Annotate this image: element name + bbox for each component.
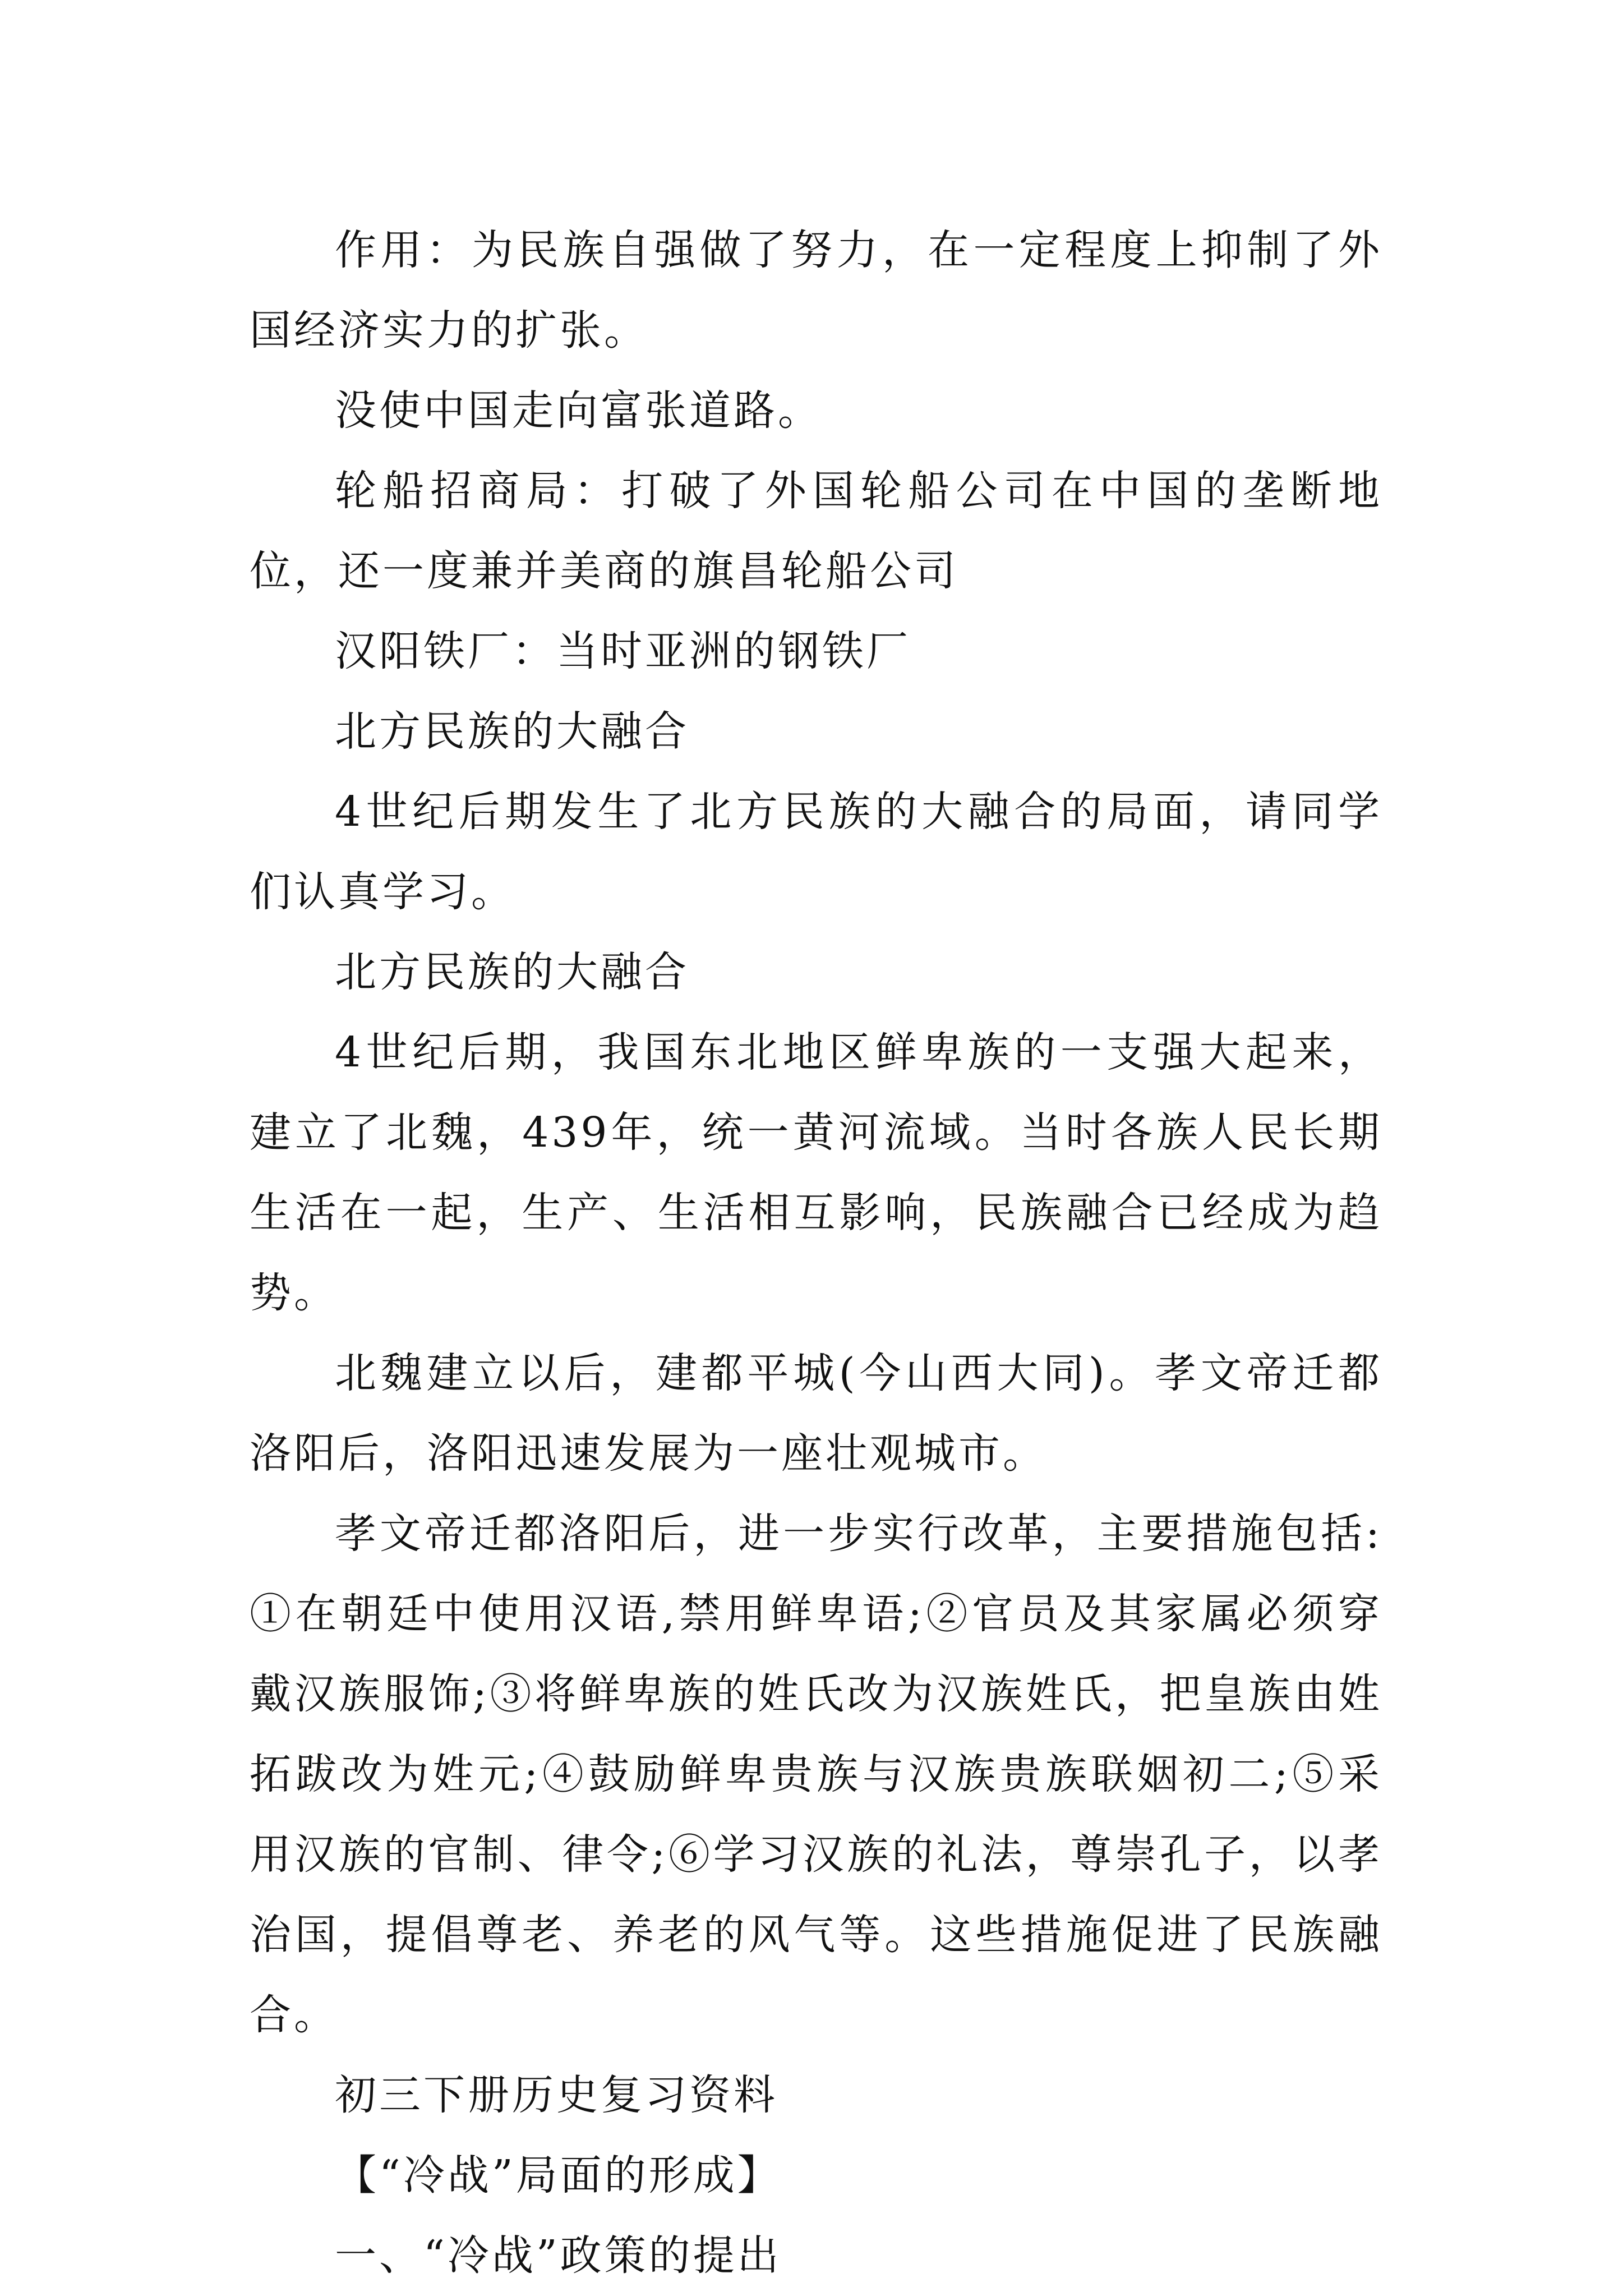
document-page — [250, 210, 1382, 2296]
heading-northern-fusion-2: 北方民族的大融合 — [335, 948, 689, 996]
heading-cold-war: 【“冷战”局面的形成】 — [335, 2151, 782, 2200]
heading-review-material: 初三下册历史复习资料 — [335, 2071, 778, 2119]
paragraph-merchants-steam: 轮船招商局：打破了外国轮船公司在中国的垄断地位，还一度兼并美商的旗昌轮船公司 — [250, 467, 1382, 595]
heading-cold-war-policy: 一、“冷战”政策的提出 — [335, 2231, 782, 2280]
paragraph-capital-luoyang: 北魏建立以后，建都平城(今山西大同)。孝文帝迁都洛阳后，洛阳迅速发展为一座壮观城市。 — [250, 1349, 1382, 1478]
paragraph-4th-century-intro: 4世纪后期发生了北方民族的大融合的局面，请同学们认真学习。 — [250, 788, 1382, 916]
paragraph-not-rich: 没使中国走向富张道路。 — [335, 386, 822, 435]
heading-northern-fusion: 北方民族的大融合 — [335, 707, 689, 756]
paragraph-xiaowen-reforms: 孝文帝迁都洛阳后，进一步实行改革，主要措施包括:①在朝廷中使用汉语,禁用鲜卑语;②官员及其家属必须穿戴汉族服饰;③将鲜卑族的姓氏改为汉族姓氏，把皇族由姓拓跋改为姓元;④鼓励鲜卑贵族与汉族贵族联姻初二;⑤采用汉族的官制、律令;⑥学习汉族的礼法，尊崇孔子，以孝治国，提倡尊老、养老的风气等。这些措施促进了民族融合。 — [250, 1510, 1382, 2039]
paragraph-effect: 作用：为民族自强做了努力，在一定程度上抑制了外国经济实力的扩张。 — [250, 226, 1382, 355]
paragraph-hanyang-ironworks: 汉阳铁厂：当时亚洲的钢铁厂 — [335, 627, 911, 675]
paragraph-northern-wei: 4世纪后期，我国东北地区鲜卑族的一支强大起来，建立了北魏，439年，统一黄河流域。当时各族人民长期生活在一起，生产、生活相互影响，民族融合已经成为趋势。 — [250, 1028, 1382, 1317]
